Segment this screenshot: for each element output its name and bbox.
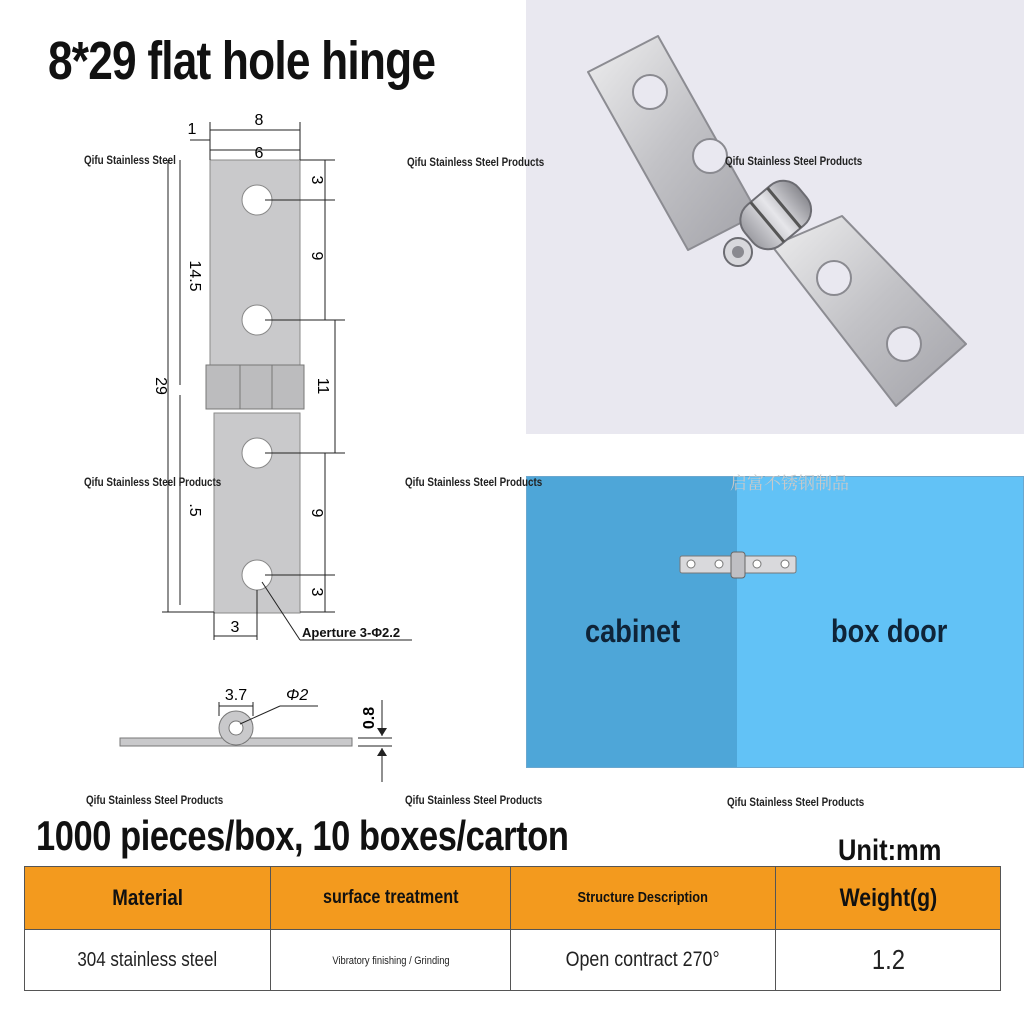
watermark: Qifu Stainless Steel Products (405, 475, 543, 489)
product-photo (526, 0, 1024, 434)
dim-lower-leaf: .5 (186, 503, 203, 517)
header-surface-treatment: surface treatment (271, 867, 511, 930)
header-material: Material (25, 867, 271, 930)
dim-hole-spacing-top: 9 (308, 251, 325, 261)
watermark: Qifu Stainless Steel Products (725, 154, 863, 168)
header-structure-description: Structure Description (511, 867, 776, 930)
watermark: Qifu Stainless Steel Products (727, 795, 865, 809)
side-thickness: 0.8 (361, 706, 378, 730)
watermark: Qifu Stainless Steel Products (407, 155, 545, 169)
cell-weight: 1.2 (776, 930, 1001, 991)
side-pin-diameter: Φ2 (286, 687, 309, 704)
dim-knuckle: 11 (314, 377, 331, 395)
cabinet-label: cabinet (585, 613, 681, 649)
cell-surface-treatment: Vibratory finishing / Grinding (271, 930, 511, 991)
dim-total-width: 8 (254, 112, 264, 129)
dim-bottom-margin: 3 (308, 587, 325, 597)
mounted-hinge (679, 551, 797, 579)
dim-leaf-width: 6 (254, 145, 264, 162)
door-panel (737, 477, 1023, 767)
aperture-label: Aperture 3-Φ2.2 (302, 625, 401, 640)
table-header-row (25, 867, 1001, 930)
dim-offset: 1 (187, 121, 197, 138)
unit-label: Unit:mm (838, 834, 942, 867)
side-knuckle-width: 3.7 (224, 687, 248, 704)
spec-table (24, 866, 1001, 991)
dim-top-margin: 3 (308, 175, 325, 185)
dim-leaf-length: 14.5 (186, 260, 203, 292)
dim-hole-spacing-bottom: 9 (308, 508, 325, 518)
knuckle (206, 365, 304, 409)
door-label: box door (831, 613, 948, 649)
packing-info: 1000 pieces/box, 10 boxes/carton (36, 812, 569, 859)
dim-hole-offset: 3 (230, 619, 240, 636)
page-title: 8*29 flat hole hinge (48, 31, 436, 91)
cabinet-panel (527, 477, 737, 767)
dim-overall-length: 29 (152, 377, 169, 395)
header-weight: Weight(g) (776, 867, 1001, 930)
watermark: Qifu Stainless Steel Products (86, 793, 224, 807)
watermark: Qifu Stainless Steel (84, 153, 176, 167)
watermark: Qifu Stainless Steel Products (84, 475, 222, 489)
hinge-technical-drawing (0, 100, 526, 800)
cell-material: 304 stainless steel (25, 930, 271, 991)
cell-structure-description: Open contract 270° (511, 930, 776, 991)
watermark-cn: 启富不锈钢制品 (730, 474, 849, 493)
hinge-photo-illustration (526, 0, 1024, 434)
table-row (25, 930, 1001, 991)
watermark: Qifu Stainless Steel Products (405, 793, 543, 807)
installation-diagram (526, 476, 1024, 768)
